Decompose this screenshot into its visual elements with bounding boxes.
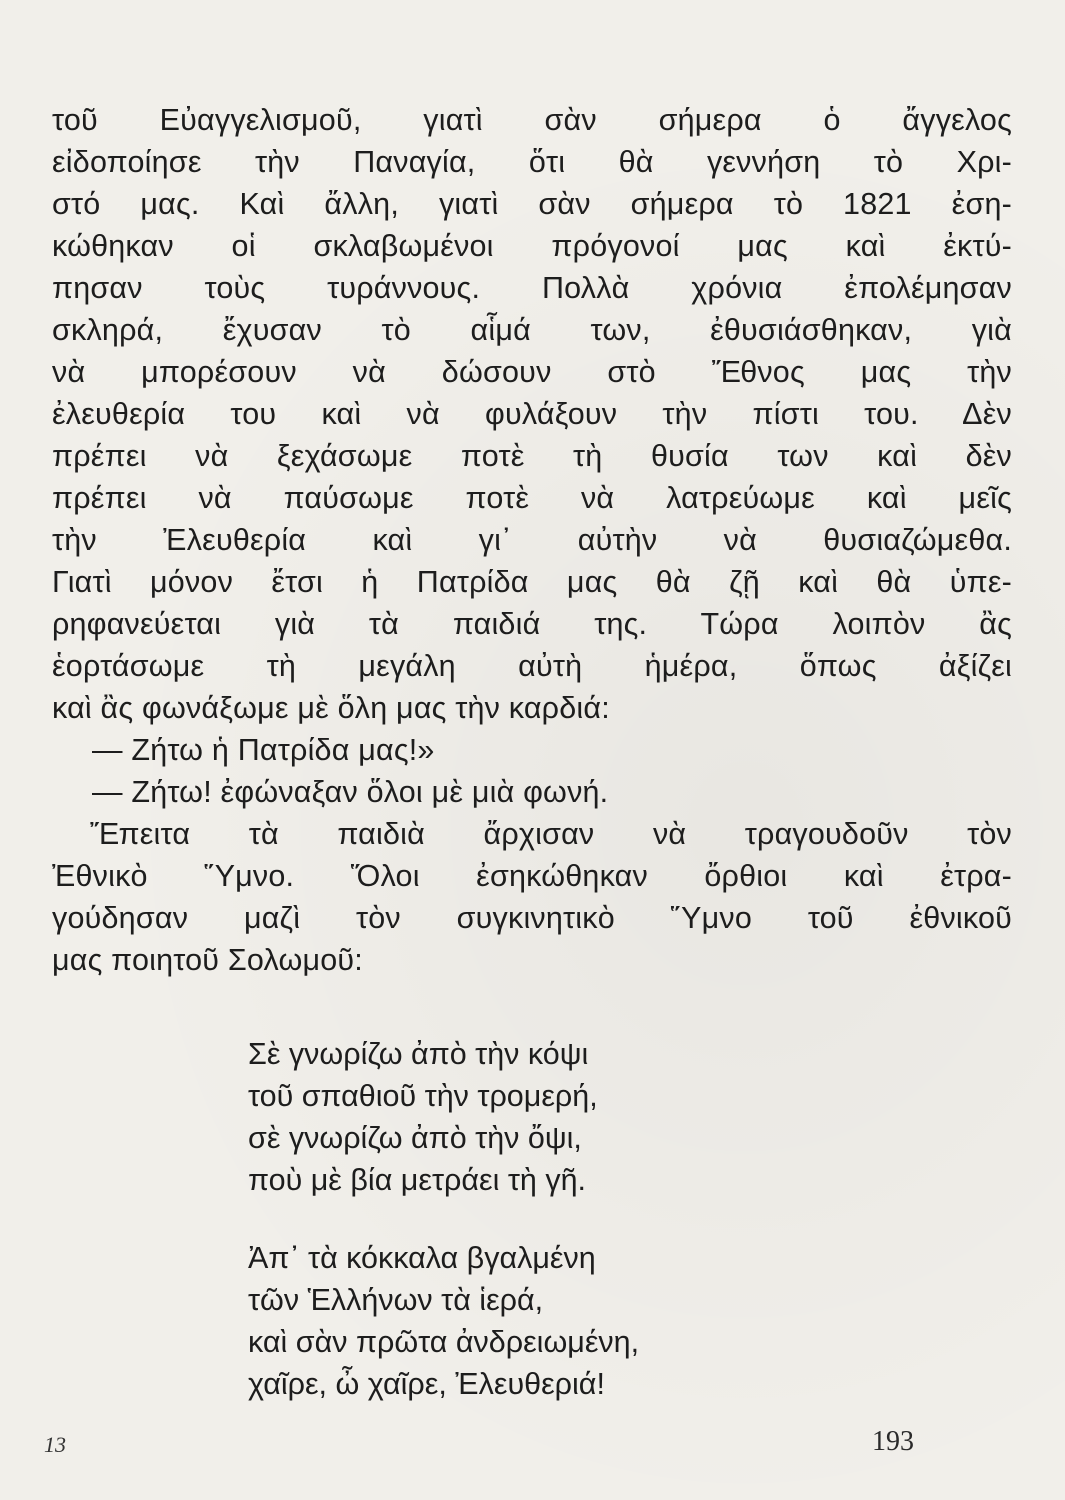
verse-line: καὶ σὰν πρῶτα ἀνδρειωμένη,: [248, 1325, 640, 1359]
prose-line: εἰδοποίησε τὴν Παναγία, ὅτι θὰ γεννήση τὸ Χρι-: [52, 145, 1012, 179]
verse-line: σὲ γνωρίζω ἀπὸ τὴν ὄψι,: [248, 1121, 582, 1155]
page-number: 193: [872, 1426, 914, 1457]
prose-line: Ἔπειτα τὰ παιδιὰ ἄρχισαν νὰ τραγουδοῦν τὸν: [90, 817, 1012, 851]
prose-line: τοῦ Εὐαγγελισμοῦ, γιατὶ σὰν σήμερα ὁ ἄγγελος: [52, 103, 1012, 137]
verse-line: ποὺ μὲ βία μετράει τὴ γῆ.: [248, 1163, 587, 1197]
prose-line: ἐλευθερία του καὶ νὰ φυλάξουν τὴν πίστι του. Δὲν: [52, 397, 1012, 431]
verse-line: Σὲ γνωρίζω ἀπὸ τὴν κόψι: [248, 1037, 589, 1071]
prose-line: σκληρά, ἔχυσαν τὸ αἷμά των, ἐθυσιάσθηκαν, γιὰ: [52, 313, 1012, 347]
prose-line: πρέπει νὰ ξεχάσωμε ποτὲ τὴ θυσία των καὶ δὲν: [52, 439, 1012, 473]
prose-line: Γιατὶ μόνον ἔτσι ἡ Πατρίδα μας θὰ ζῇ καὶ θὰ ὑπε-: [52, 565, 1012, 599]
verse-line: Ἀπ᾽ τὰ κόκκαλα βγαλμένη: [248, 1241, 596, 1275]
verse-line: τοῦ σπαθιοῦ τὴν τρομερή,: [248, 1079, 598, 1113]
verse-line: χαῖρε, ὦ χαῖρε, Ἐλευθεριά!: [248, 1367, 605, 1401]
prose-line: καὶ ἂς φωνάξωμε μὲ ὅλη μας τὴν καρδιά:: [52, 691, 610, 725]
prose-line: ρηφανεύεται γιὰ τὰ παιδιά της. Τώρα λοιπὸν ἂς: [52, 607, 1012, 641]
verse-line: τῶν Ἑλλήνων τὰ ἱερά,: [248, 1283, 544, 1317]
prose-line: κώθηκαν οἱ σκλαβωμένοι πρόγονοί μας καὶ ἐκτύ-: [52, 229, 1012, 263]
dialogue-line: — Ζήτω ἡ Πατρίδα μας!»: [92, 733, 435, 767]
prose-line: νὰ μπορέσουν νὰ δώσουν στὸ Ἔθνος μας τὴν: [52, 355, 1012, 389]
prose-line: μας ποιητοῦ Σολωμοῦ:: [52, 943, 363, 977]
prose-line: στό μας. Καὶ ἄλλη, γιατὶ σὰν σήμερα τὸ 1821 ἐση-: [52, 187, 1012, 221]
signature-mark: 13: [44, 1432, 66, 1457]
prose-line: ἑορτάσωμε τὴ μεγάλη αὐτὴ ἡμέρα, ὅπως ἀξίζει: [52, 649, 1012, 683]
prose-line: πησαν τοὺς τυράννους. Πολλὰ χρόνια ἐπολέμησαν: [52, 271, 1012, 305]
prose-line: γούδησαν μαζὶ τὸν συγκινητικὸ Ὕμνο τοῦ ἐθνικοῦ: [52, 901, 1012, 935]
prose-line: Ἐθνικὸ Ὕμνο. Ὅλοι ἐσηκώθηκαν ὄρθιοι καὶ ἐτρα-: [52, 859, 1012, 893]
dialogue-line: — Ζήτω! ἐφώναξαν ὅλοι μὲ μιὰ φωνή.: [92, 775, 609, 809]
prose-line: πρέπει νὰ παύσωμε ποτὲ νὰ λατρεύωμε καὶ μεῖς: [52, 481, 1012, 515]
prose-line: τὴν Ἐλευθερία καὶ γι᾽ αὐτὴν νὰ θυσιαζώμεθα.: [52, 523, 1012, 557]
